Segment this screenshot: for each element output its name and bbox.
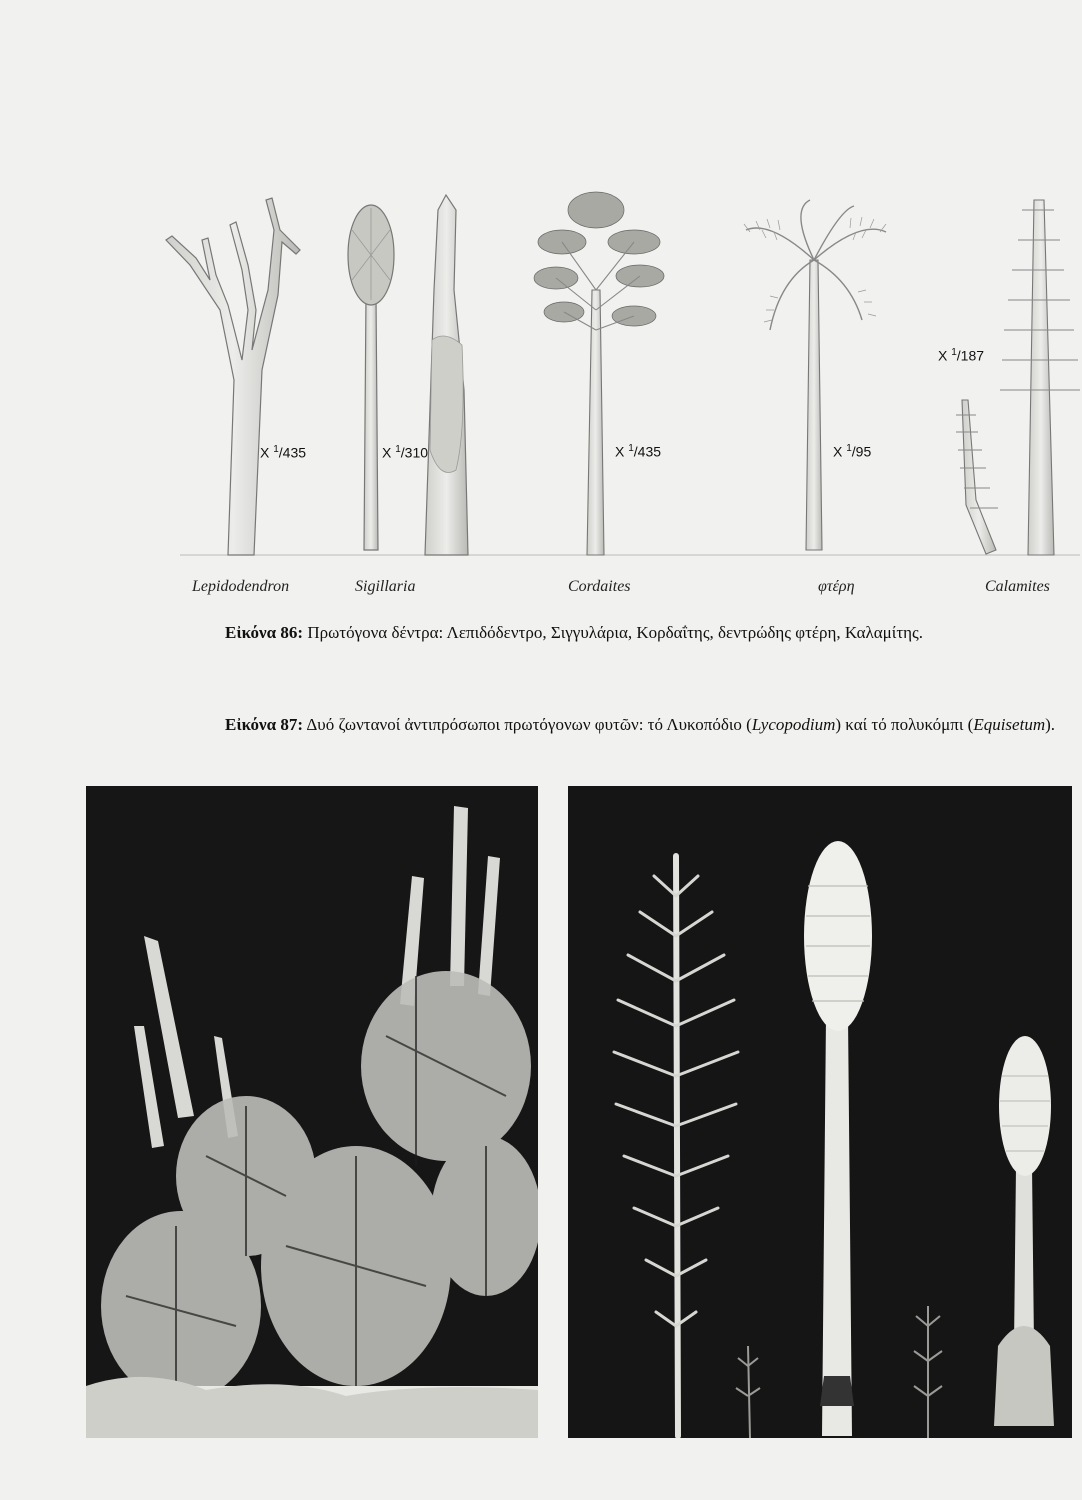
equisetum-name: Equisetum: [973, 715, 1046, 734]
sigillaria-scale-label: X $^1$/310: [382, 444, 429, 461]
primitive-trees-illustration: [150, 170, 1082, 600]
calamites-scale-label: X $^1$/187: [938, 347, 985, 364]
tree-fern-drawing: [744, 200, 886, 550]
tree-label-cordaites: Cordaites: [568, 578, 631, 595]
figure-87-text-1: Δυό ζωντανοί ἀντιπρόσωποι πρωτόγονων φυτῶν: τό Λυκοπόδιο (: [303, 715, 752, 734]
lycopodium-name: Lycopodium: [751, 715, 836, 734]
lycopodium-photo: [86, 786, 538, 1438]
cordaites-drawing: [534, 192, 664, 555]
tree-label-calamites: Calamites: [985, 578, 1050, 595]
tree-label-lepidodendron: Lepidodendron: [192, 578, 290, 595]
lepidodendron-scale-label: X $^1$/435: [260, 444, 307, 461]
lepidodendron-drawing: [166, 198, 300, 555]
figure-87-text-3: ).: [1045, 715, 1056, 734]
tree-label-sigillaria: Sigillaria: [355, 578, 416, 595]
figure-87-label: Εἰκόνα 87:: [225, 715, 304, 734]
tree-label-fern: φτέρη: [818, 578, 855, 595]
figure-87-caption: [225, 714, 1075, 735]
fern-scale-label: X $^1$/95: [833, 443, 872, 460]
figure-86-caption: [225, 622, 1075, 643]
figure-86-text: Πρωτόγονα δέντρα: Λεπιδόδεντρο, Σιγγυλάρια, Κορδαΐτης, δεντρώδης φτέρη, Καλαμίτης.: [303, 623, 924, 642]
equisetum-photo: [568, 786, 1072, 1438]
figure-86-label: Εἰκόνα 86:: [225, 623, 304, 642]
cordaites-scale-label: X $^1$/435: [615, 443, 662, 460]
figure-87-text-2: ) καί τό πολυκόμπι (: [835, 715, 974, 734]
calamites-drawing: [956, 200, 1080, 555]
sigillaria-drawing: [348, 195, 468, 555]
